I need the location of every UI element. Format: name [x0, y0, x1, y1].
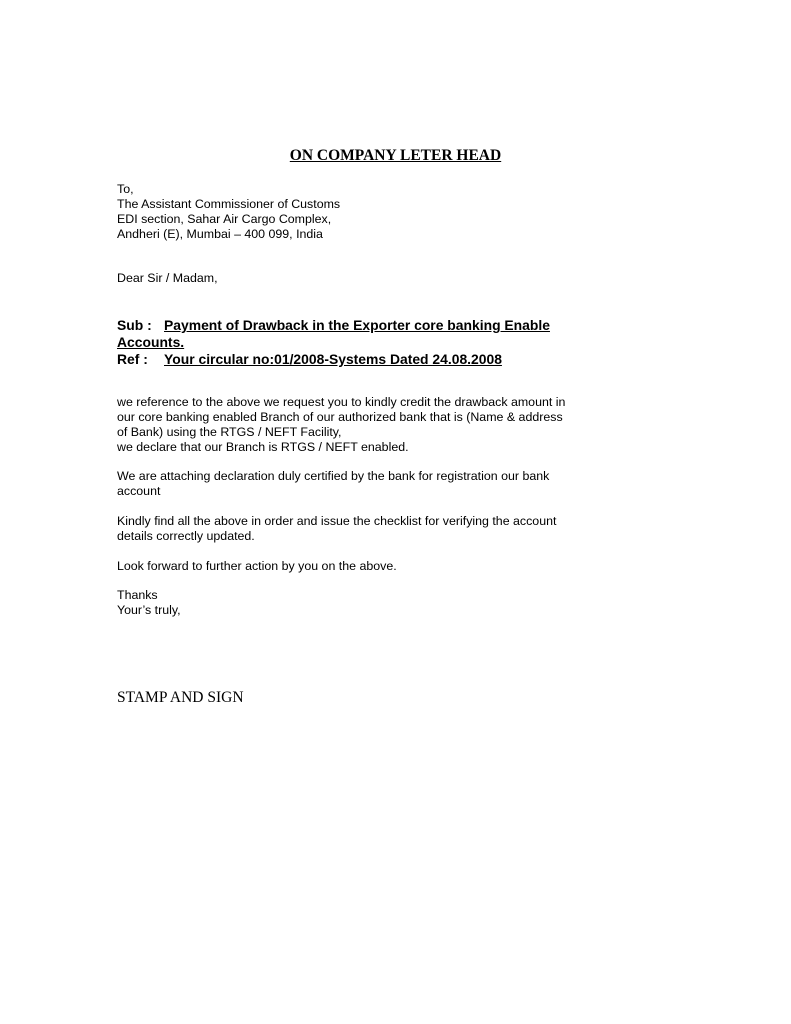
reference-label: Ref :: [117, 351, 148, 367]
body-paragraph-3: [117, 514, 617, 544]
body-paragraph-1: [117, 395, 617, 455]
body-line: Kindly find all the above in order and issue the checklist for verifying the account: [117, 514, 557, 528]
closing: [117, 588, 617, 618]
subject-block: [117, 317, 597, 368]
closing-thanks: Thanks: [117, 588, 158, 602]
body-line: We are attaching declaration duly certified by the bank for registration our bank: [117, 469, 550, 483]
address-line: EDI section, Sahar Air Cargo Complex,: [117, 212, 332, 226]
subject-text-continued: Accounts.: [117, 334, 185, 350]
letterhead-title: ON COMPANY LETER HEAD: [289, 147, 502, 164]
subject-text: Payment of Drawback in the Exporter core banking Enable: [164, 317, 550, 333]
address-line: The Assistant Commissioner of Customs: [117, 197, 341, 211]
reference-line: [117, 351, 597, 368]
address-line: To,: [117, 182, 134, 196]
body-line: of Bank) using the RTGS / NEFT Facility,: [117, 425, 342, 439]
recipient-address: [117, 182, 617, 242]
body-line: we reference to the above we request you to kindly credit the drawback amount in: [117, 395, 566, 409]
body-line: details correctly updated.: [117, 529, 255, 543]
body-line: we declare that our Branch is RTGS / NEFT enabled.: [117, 440, 409, 454]
body-paragraph-2: [117, 469, 617, 499]
reference-text: Your circular no:01/2008-Systems Dated 24.08.2008: [164, 351, 502, 367]
salutation: Dear Sir / Madam,: [117, 271, 218, 285]
closing-yours-truly: Your’s truly,: [117, 603, 181, 617]
body-line: Look forward to further action by you on the above.: [117, 559, 397, 573]
stamp-and-sign: STAMP AND SIGN: [117, 689, 244, 706]
body-line: our core banking enabled Branch of our authorized bank that is (Name & address: [117, 410, 563, 424]
body-paragraph-4: [117, 559, 617, 574]
body-line: account: [117, 484, 161, 498]
subject-label: Sub :: [117, 317, 152, 333]
address-line: Andheri (E), Mumbai – 400 099, India: [117, 227, 323, 241]
